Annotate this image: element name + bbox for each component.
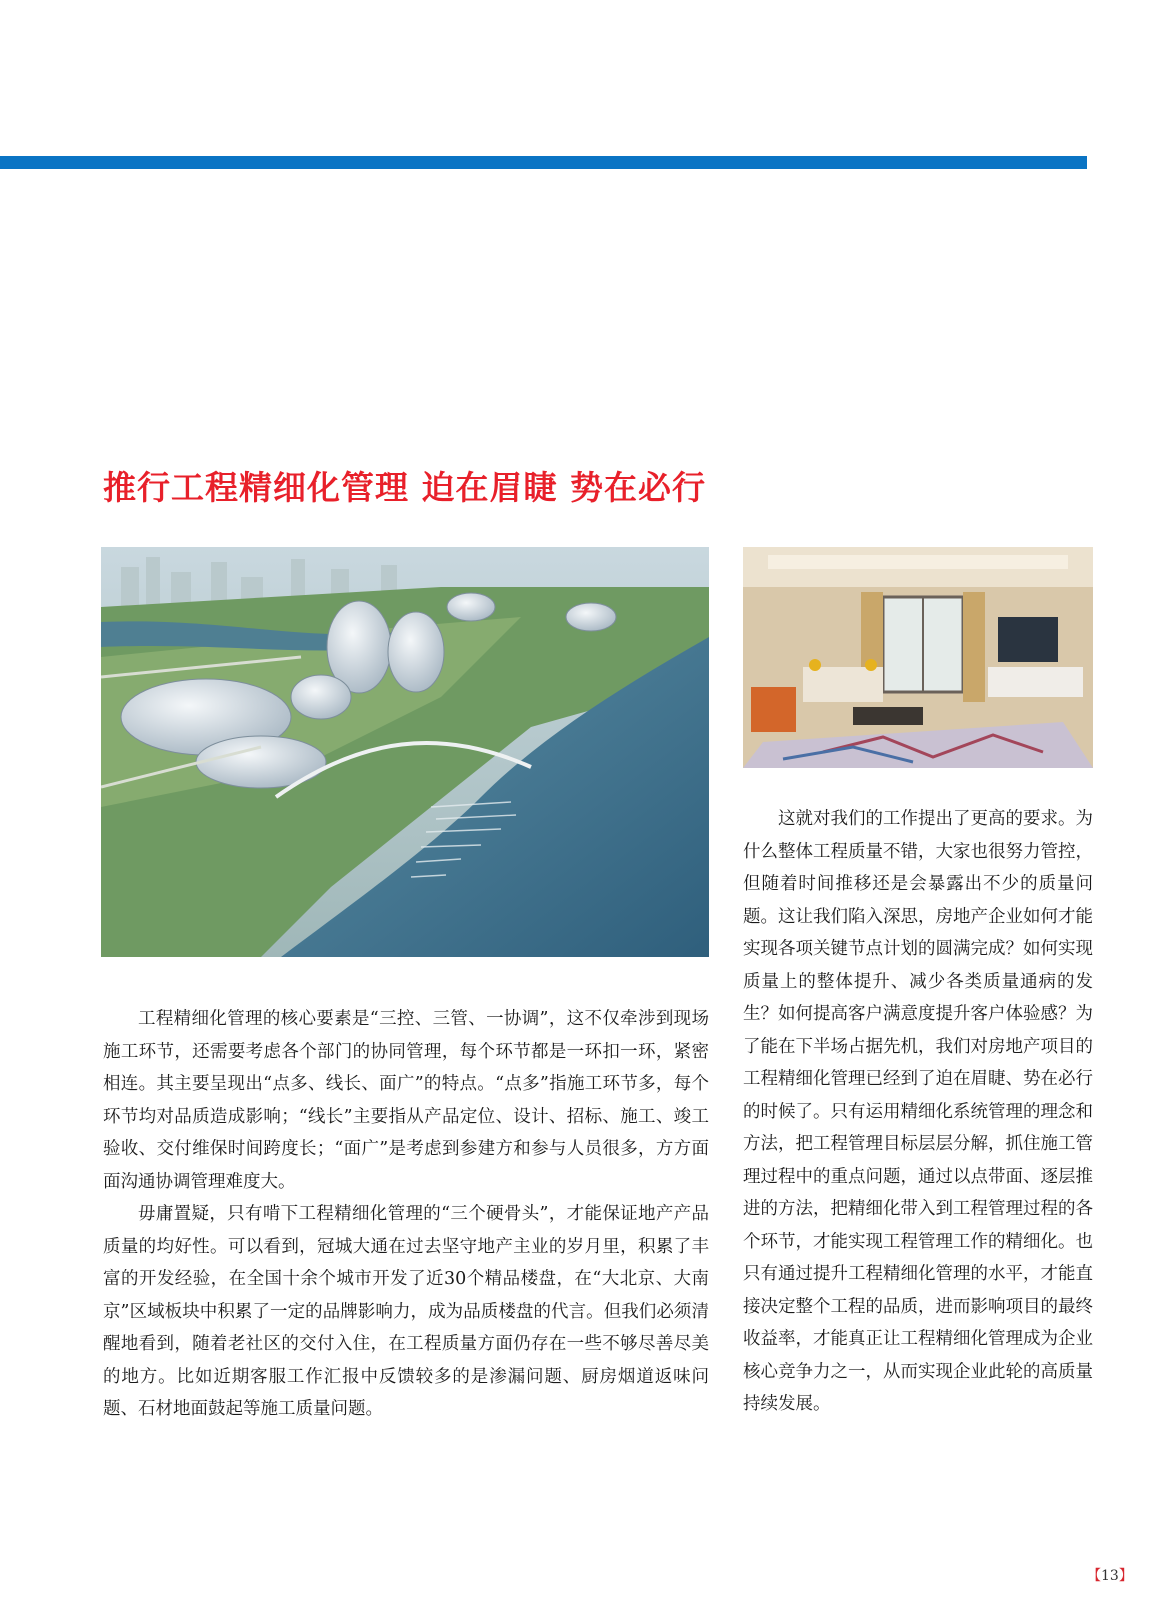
- living-room-photo: [743, 547, 1093, 768]
- page-number: [1087, 1565, 1133, 1585]
- paragraph: 这就对我们的工作提出了更高的要求。为什么整体工程质量不错，大家也很努力管控，但随着时间推移还是会暴露出不少的质量问题。这让我们陷入深思，房地产企业如何才能实现各项关键节点计划的圆满完成？如何实现质量上的整体提升、减少各类质量通病的发生？如何提高客户满意度提升客户体验感？为了能在下半场占据先机，我们对房地产项目的工程精细化管理已经到了迫在眉睫、势在必行的时候了。只有运用精细化系统管理的理念和方法，把工程管理目标层层分解，抓住施工管理过程中的重点问题，通过以点带面、逐层推进的方法，把精细化带入到工程管理过程的各个环节，才能实现工程管理工作的精细化。也只有通过提升工程精细化管理的水平，才能直接决定整个工程的品质，进而影响项目的最终收益率，才能真正让工程精细化管理成为企业核心竞争力之一，从而实现企业此轮的高质量持续发展。: [743, 809, 1093, 1414]
- paragraph: 毋庸置疑，只有啃下工程精细化管理的“三个硬骨头”，才能保证地产产品质量的均好性。可以看到，冠城大通在过去坚守地产主业的岁月里，积累了丰富的开发经验，在全国十余个城市开发了近30个精品楼盘，在“大北京、大南京”区域板块中积累了一定的品牌影响力，成为品质楼盘的代言。但我们必须清醒地看到，随着老社区的交付入住，在工程质量方面仍存在一些不够尽善尽美的地方。比如近期客服工作汇报中反馈较多的是渗漏问题、厨房烟道返味问题、石材地面鼓起等施工质量问题。: [103, 1204, 709, 1419]
- article-title: 推行工程精细化管理 迫在眉睫 势在必行: [103, 468, 706, 507]
- article-body-right-column: [743, 803, 1093, 1421]
- paragraph: 工程精细化管理的核心要素是“三控、三管、一协调”，这不仅牵涉到现场施工环节，还需要考虑各个部门的协同管理，每个环节都是一环扣一环，紧密相连。其主要呈现出“点多、线长、面广”的特点。“点多”指施工环节多，每个环节均对品质造成影响；“线长”主要指从产品定位、设计、招标、施工、竣工验收、交付维保时间跨度长；“面广”是考虑到参建方和参与人员很多，方方面面沟通协调管理难度大。: [103, 1009, 709, 1192]
- page-bracket-open: 【: [1087, 1568, 1101, 1584]
- header-rule: [0, 156, 1087, 169]
- article-body-left-column: [103, 1003, 709, 1426]
- page-bracket-close: 】: [1118, 1568, 1133, 1584]
- page-number-value: 13: [1101, 1568, 1119, 1584]
- aerial-rendering-image: [101, 547, 709, 957]
